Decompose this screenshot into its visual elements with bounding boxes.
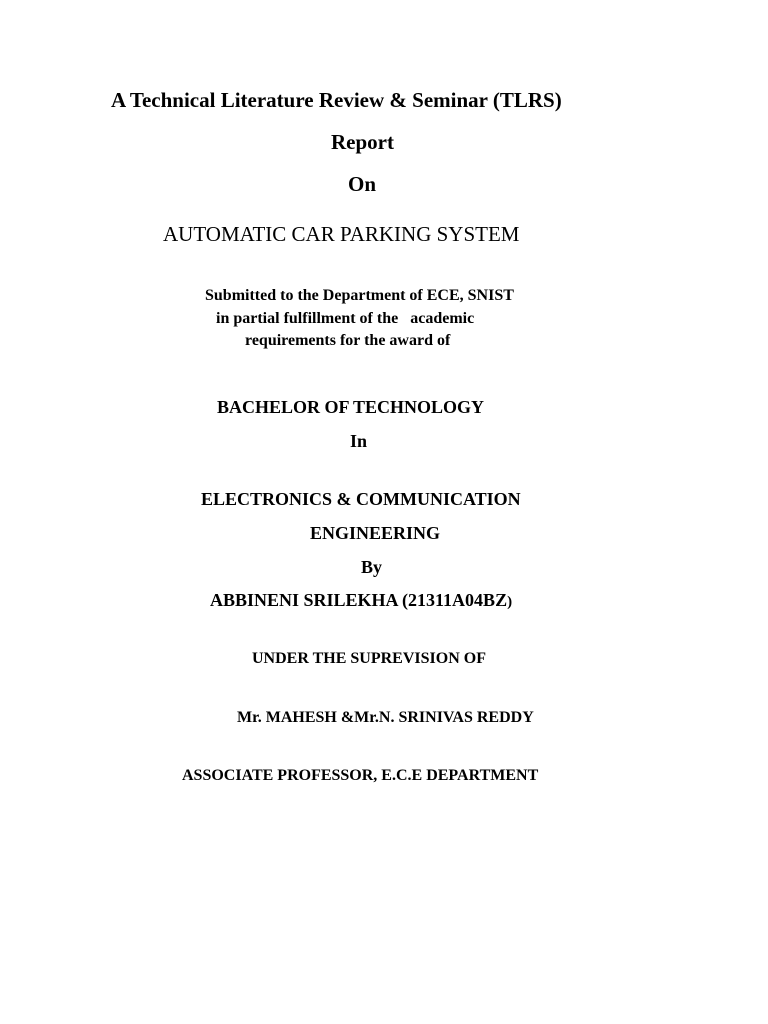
supervisor-names: Mr. MAHESH &Mr.N. SRINIVAS REDDY: [237, 709, 534, 726]
tlrs-heading: A Technical Literature Review & Seminar (TLRS): [111, 88, 562, 112]
in-label: In: [350, 431, 368, 451]
on-label: On: [348, 172, 377, 196]
branch-line-2: ENGINEERING: [310, 523, 441, 543]
project-title: AUTOMATIC CAR PARKING SYSTEM: [163, 222, 520, 246]
supervision-heading: UNDER THE SUPREVISION OF: [252, 650, 486, 667]
submitted-line-2: in partial fulfillment of the academic: [216, 310, 475, 327]
by-label: By: [361, 557, 383, 577]
student-name-text: ABBINENI SRILEKHA (21311A04BZ: [210, 590, 508, 610]
report-label: Report: [331, 130, 394, 154]
degree-title: BACHELOR OF TECHNOLOGY: [217, 397, 485, 417]
supervisor-designation: ASSOCIATE PROFESSOR, E.C.E DEPARTMENT: [182, 767, 539, 784]
submitted-line-3: requirements for the award of: [245, 332, 451, 349]
student-name: [210, 591, 512, 610]
branch-line-1: ELECTRONICS & COMMUNICATION: [201, 489, 521, 509]
submitted-line-1: Submitted to the Department of ECE, SNIST: [205, 287, 514, 304]
student-name-close: ): [507, 594, 513, 610]
